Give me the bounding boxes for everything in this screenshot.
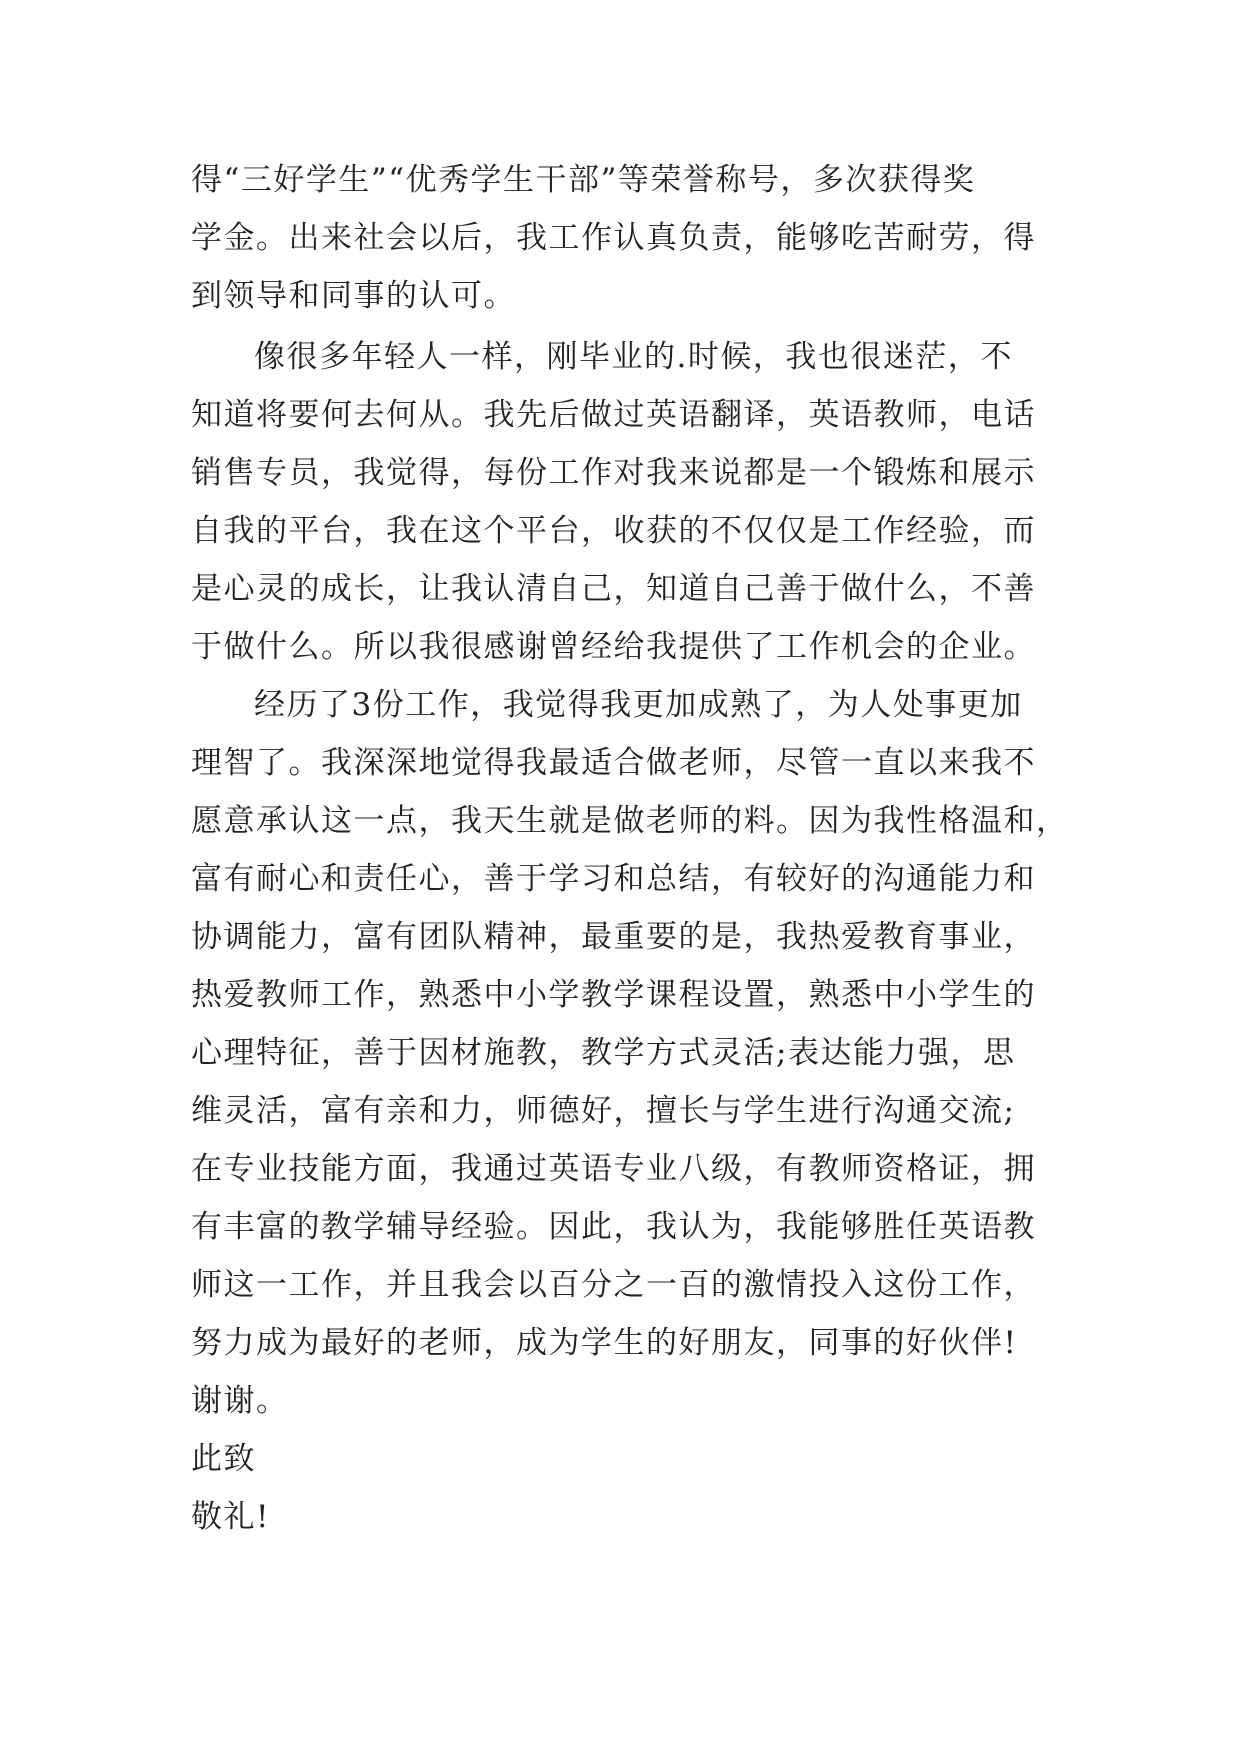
text-line: 热爱教师工作，熟悉中小学教学课程设置，熟悉中小学生的 bbox=[191, 977, 1036, 1013]
text-line: 得“三好学生”“优秀学生干部”等荣誉称号，多次获得奖 bbox=[191, 162, 976, 198]
text-line: 是心灵的成长，让我认清自己，知道自己善于做什么，不善 bbox=[191, 571, 1036, 607]
paragraph-2-first-line: 像很多年轻人一样，刚毕业的.时候，我也很迷茫，不 bbox=[254, 339, 1013, 375]
text-line: 学金。出来社会以后，我工作认真负责，能够吃苦耐劳，得 bbox=[191, 220, 1036, 256]
closing-thanks: 谢谢。 bbox=[191, 1383, 289, 1419]
text-line: 有丰富的教学辅导经验。因此，我认为，我能够胜任英语教 bbox=[191, 1209, 1036, 1245]
closing-regards: 敬礼! bbox=[191, 1499, 270, 1535]
text-line: 到领导和同事的认可。 bbox=[191, 278, 516, 314]
paragraph-3-first-line: 经历了3份工作，我觉得我更加成熟了，为人处事更加 bbox=[254, 687, 1023, 723]
text-line: 努力成为最好的老师，成为学生的好朋友，同事的好伙伴! bbox=[191, 1325, 1018, 1361]
text-line: 师这一工作，并且我会以百分之一百的激情投入这份工作， bbox=[191, 1267, 1036, 1303]
closing-salutation: 此致 bbox=[191, 1441, 256, 1477]
text-line: 知道将要何去何从。我先后做过英语翻译，英语教师，电话 bbox=[191, 397, 1036, 433]
text-line: 于做什么。所以我很感谢曾经给我提供了工作机会的企业。 bbox=[191, 629, 1036, 665]
text-line: 富有耐心和责任心，善于学习和总结，有较好的沟通能力和 bbox=[191, 861, 1036, 897]
text-line: 心理特征，善于因材施教，教学方式灵活;表达能力强，思 bbox=[191, 1035, 1016, 1071]
text-line: 协调能力，富有团队精神，最重要的是，我热爱教育事业， bbox=[191, 919, 1036, 955]
text-line: 销售专员，我觉得，每份工作对我来说都是一个锻炼和展示 bbox=[191, 455, 1036, 491]
text-line: 愿意承认这一点，我天生就是做老师的料。因为我性格温和， bbox=[191, 803, 1069, 839]
text-line: 维灵活，富有亲和力，师德好，擅长与学生进行沟通交流; bbox=[191, 1093, 1016, 1129]
text-line: 在专业技能方面，我通过英语专业八级，有教师资格证，拥 bbox=[191, 1151, 1036, 1187]
text-line: 自我的平台，我在这个平台，收获的不仅仅是工作经验，而 bbox=[191, 513, 1036, 549]
text-line: 理智了。我深深地觉得我最适合做老师，尽管一直以来我不 bbox=[191, 745, 1036, 781]
